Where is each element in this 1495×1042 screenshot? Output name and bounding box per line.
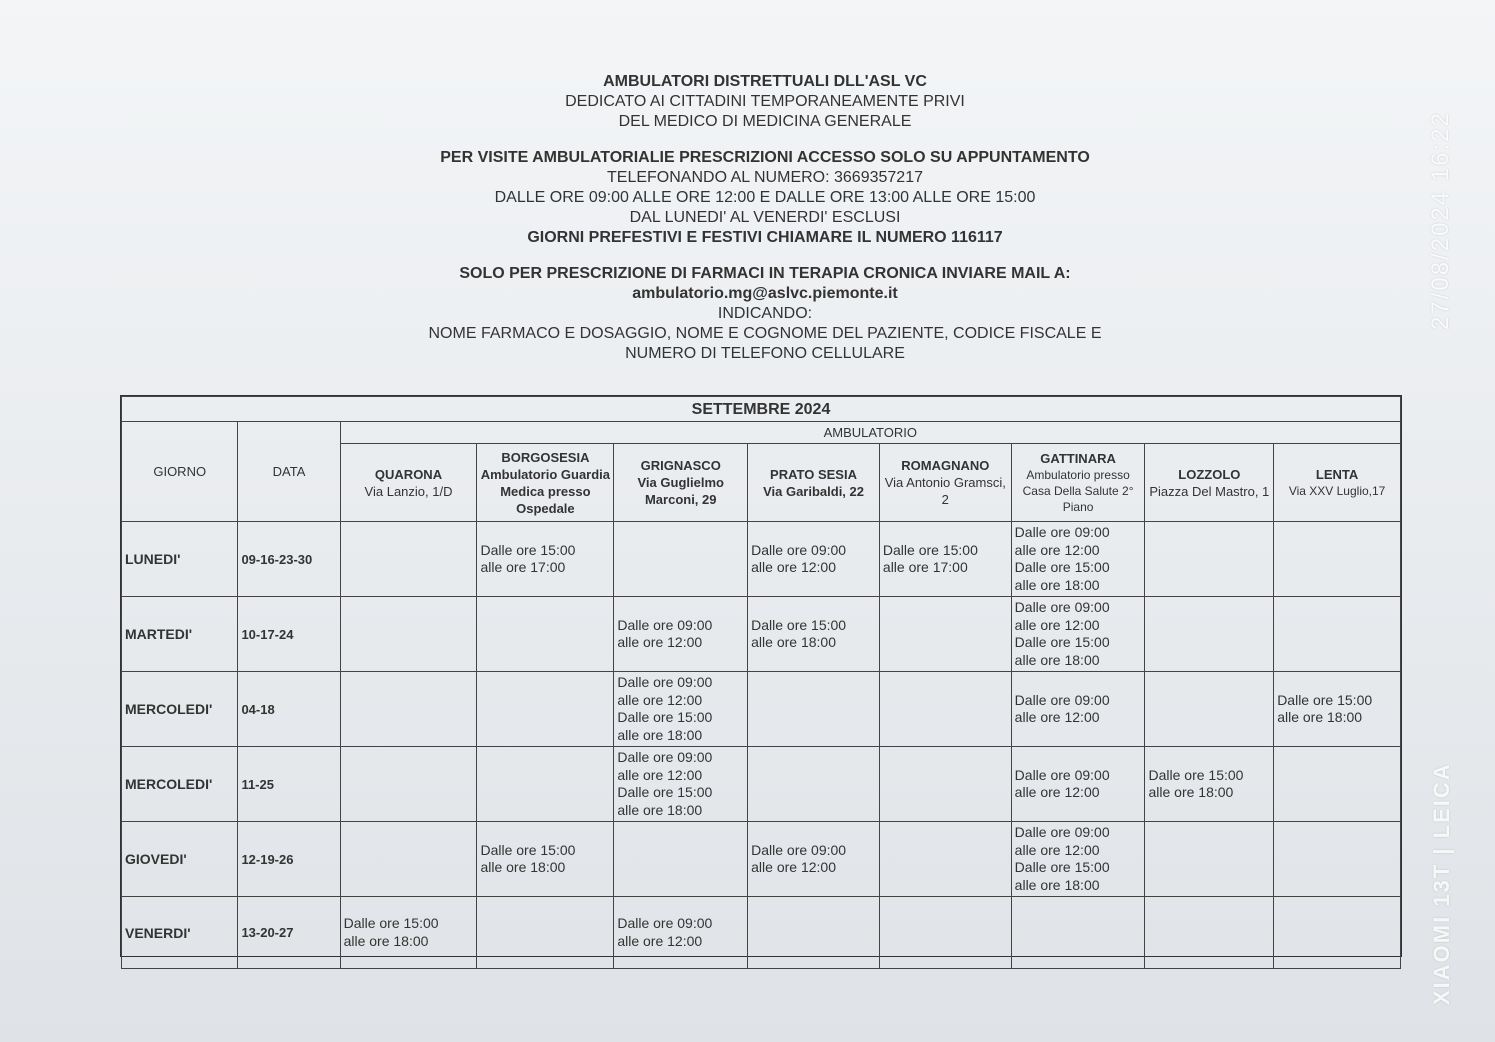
header-line: NOME FARMACO E DOSAGGIO, NOME E COGNOME DEL PAZIENTE, CODICE FISCALE E — [428, 325, 1102, 342]
slot-quarona — [340, 522, 477, 597]
slot-lozzolo — [1145, 822, 1274, 897]
slot-romagnano — [879, 897, 1011, 969]
slot-lenta — [1274, 747, 1401, 822]
slot-lenta — [1274, 897, 1401, 969]
document-header — [250, 72, 1280, 364]
header-prescription-notice: SOLO PER PRESCRIZIONE DI FARMACI IN TERAPIA CRONICA INVIARE MAIL A: — [459, 265, 1071, 282]
date-cell: 12-19-26 — [238, 822, 340, 897]
col-header-prato-sesia: PRATO SESIA Via Garibaldi, 22 — [748, 444, 880, 522]
col-header-giorno: GIORNO — [122, 422, 238, 522]
slot-borgosesia: Dalle ore 15:00 alle ore 18:00 — [477, 822, 614, 897]
slot-romagnano — [879, 672, 1011, 747]
header-email: ambulatorio.mg@aslvc.piemonte.it — [632, 285, 898, 302]
slot-borgosesia — [477, 897, 614, 969]
slot-lozzolo — [1145, 522, 1274, 597]
col-header-gattinara: GATTINARA Ambulatorio presso Casa Della Salute 2° Piano — [1011, 444, 1145, 522]
slot-romagnano: Dalle ore 15:00 alle ore 17:00 — [879, 522, 1011, 597]
table-row — [122, 822, 1401, 897]
day-cell: VENERDI' — [122, 897, 238, 969]
slot-lenta — [1274, 822, 1401, 897]
slot-lozzolo — [1145, 897, 1274, 969]
slot-grignasco: Dalle ore 09:00 alle ore 12:00 Dalle ore 15:00 alle ore 18:00 — [614, 672, 748, 747]
col-header-lenta: LENTA Via XXV Luglio,17 — [1274, 444, 1401, 522]
slot-prato-sesia — [748, 897, 880, 969]
col-header-data: DATA — [238, 422, 340, 522]
table-row — [122, 672, 1401, 747]
slot-romagnano — [879, 822, 1011, 897]
day-cell: LUNEDI' — [122, 522, 238, 597]
slot-lozzolo — [1145, 672, 1274, 747]
slot-grignasco — [614, 522, 748, 597]
slot-quarona — [340, 597, 477, 672]
header-holiday-number: GIORNI PREFESTIVI E FESTIVI CHIAMARE IL NUMERO 116117 — [527, 229, 1003, 246]
table-row — [122, 747, 1401, 822]
header-phone: TELEFONANDO AL NUMERO: 3669357217 — [607, 169, 923, 186]
header-line: DEDICATO AI CITTADINI TEMPORANEAMENTE PRIVI — [565, 93, 965, 110]
col-header-romagnano: ROMAGNANO Via Antonio Gramsci, 2 — [879, 444, 1011, 522]
header-hours: DALLE ORE 09:00 ALLE ORE 12:00 E DALLE ORE 13:00 ALLE ORE 15:00 — [494, 189, 1036, 206]
slot-prato-sesia — [748, 672, 880, 747]
slot-lenta: Dalle ore 15:00 alle ore 18:00 — [1274, 672, 1401, 747]
col-header-lozzolo: LOZZOLO Piazza Del Mastro, 1 — [1145, 444, 1274, 522]
header-line: DEL MEDICO DI MEDICINA GENERALE — [618, 113, 912, 130]
table-row — [122, 597, 1401, 672]
schedule-table — [120, 395, 1402, 957]
col-header-quarona: QUARONA Via Lanzio, 1/D — [340, 444, 477, 522]
col-header-grignasco: GRIGNASCO Via Guglielmo Marconi, 29 — [614, 444, 748, 522]
col-header-borgosesia: BORGOSESIA Ambulatorio Guardia Medica presso Ospedale — [477, 444, 614, 522]
day-cell: GIOVEDI' — [122, 822, 238, 897]
slot-gattinara: Dalle ore 09:00 alle ore 12:00 Dalle ore 15:00 alle ore 18:00 — [1011, 822, 1145, 897]
day-cell: MERCOLEDI' — [122, 747, 238, 822]
slot-gattinara: Dalle ore 09:00 alle ore 12:00 Dalle ore 15:00 alle ore 18:00 — [1011, 597, 1145, 672]
slot-gattinara — [1011, 897, 1145, 969]
header-days: DAL LUNEDI' AL VENERDI' ESCLUSI — [629, 209, 901, 226]
ambulatorio-label: AMBULATORIO — [340, 422, 1400, 444]
slot-grignasco: Dalle ore 09:00 alle ore 12:00 — [614, 597, 748, 672]
day-cell: MARTEDI' — [122, 597, 238, 672]
camera-brand: XIAOMI 13T | LEICA — [1429, 762, 1454, 1005]
slot-prato-sesia: Dalle ore 15:00 alle ore 18:00 — [748, 597, 880, 672]
slot-quarona — [340, 672, 477, 747]
date-cell: 04-18 — [238, 672, 340, 747]
slot-borgosesia — [477, 747, 614, 822]
date-cell: 10-17-24 — [238, 597, 340, 672]
table-row — [122, 897, 1401, 969]
slot-lenta — [1274, 597, 1401, 672]
slot-grignasco: Dalle ore 09:00 alle ore 12:00 — [614, 897, 748, 969]
slot-lenta — [1274, 522, 1401, 597]
slot-prato-sesia — [748, 747, 880, 822]
month-title: SETTEMBRE 2024 — [122, 397, 1401, 422]
slot-romagnano — [879, 597, 1011, 672]
slot-prato-sesia: Dalle ore 09:00 alle ore 12:00 — [748, 522, 880, 597]
header-line: NUMERO DI TELEFONO CELLULARE — [625, 345, 905, 362]
header-appointment-notice: PER VISITE AMBULATORIALIE PRESCRIZIONI ACCESSO SOLO SU APPUNTAMENTO — [440, 149, 1090, 166]
slot-borgosesia: Dalle ore 15:00 alle ore 17:00 — [477, 522, 614, 597]
slot-gattinara: Dalle ore 09:00 alle ore 12:00 — [1011, 747, 1145, 822]
date-cell: 11-25 — [238, 747, 340, 822]
header-title: AMBULATORI DISTRETTUALI DLL'ASL VC — [603, 73, 927, 90]
slot-prato-sesia: Dalle ore 09:00 alle ore 12:00 — [748, 822, 880, 897]
slot-gattinara: Dalle ore 09:00 alle ore 12:00 Dalle ore 15:00 alle ore 18:00 — [1011, 522, 1145, 597]
day-cell: MERCOLEDI' — [122, 672, 238, 747]
slot-quarona — [340, 822, 477, 897]
slot-lozzolo — [1145, 597, 1274, 672]
slot-grignasco: Dalle ore 09:00 alle ore 12:00 Dalle ore 15:00 alle ore 18:00 — [614, 747, 748, 822]
slot-lozzolo: Dalle ore 15:00 alle ore 18:00 — [1145, 747, 1274, 822]
photo-timestamp: 27/08/2024 16:22 — [1427, 111, 1454, 330]
slot-borgosesia — [477, 672, 614, 747]
camera-watermark — [1427, 30, 1467, 1010]
header-line: INDICANDO: — [717, 305, 813, 322]
slot-romagnano — [879, 747, 1011, 822]
date-cell: 09-16-23-30 — [238, 522, 340, 597]
slot-borgosesia — [477, 597, 614, 672]
slot-gattinara: Dalle ore 09:00 alle ore 12:00 — [1011, 672, 1145, 747]
table-row — [122, 522, 1401, 597]
slot-grignasco — [614, 822, 748, 897]
date-cell: 13-20-27 — [238, 897, 340, 969]
slot-quarona — [340, 747, 477, 822]
slot-quarona: Dalle ore 15:00 alle ore 18:00 — [340, 897, 477, 969]
